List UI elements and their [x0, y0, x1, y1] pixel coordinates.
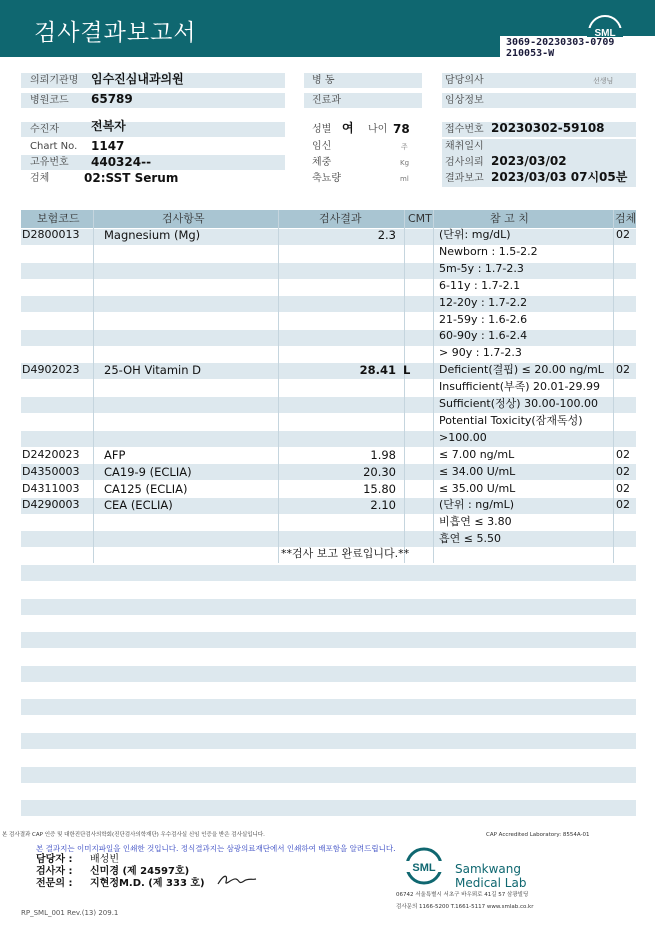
column-divider [404, 210, 405, 563]
cell-reference: ≤ 35.00 U/mL [439, 482, 516, 495]
page-title: 검사결과보고서 [34, 20, 197, 46]
cell-insurance-code: D2420023 [22, 448, 80, 461]
cell-test-name: 25-OH Vitamin D [104, 363, 202, 377]
cell-specimen: 02 [616, 448, 630, 461]
chart-no-label: Chart No. [30, 141, 78, 152]
cell-reference: 60-90y : 1.6-2.4 [439, 329, 528, 342]
doctor-label: 담당의사 [445, 75, 484, 86]
sex-value: 여 [342, 121, 354, 135]
pregnancy-label: 임신 [312, 141, 332, 152]
lab-name-line1: Samkwang [455, 862, 521, 876]
table-stripe [21, 531, 636, 547]
col-header-cmt: CMT [408, 212, 432, 225]
cell-reference: Insufficient(부족) 20.01-29.99 [439, 380, 600, 393]
cell-result: 2.10 [370, 498, 396, 512]
age-label: 나이 [368, 124, 388, 135]
cell-reference: >100.00 [439, 431, 487, 444]
column-divider [278, 210, 279, 563]
cell-test-name: CA19-9 (ECLIA) [104, 465, 192, 479]
age-value: 78 [393, 122, 410, 136]
weight-label: 체중 [312, 157, 332, 168]
report-number-line2: 210053-W [506, 48, 555, 59]
cell-specimen: 02 [616, 482, 630, 495]
table-stripe [21, 767, 636, 783]
cell-result: 20.30 [363, 465, 396, 479]
lab-contact: 검사문의 1166-5200 T.1661-5117 www.smlab.co.kr [396, 904, 534, 910]
column-divider [433, 210, 434, 563]
specimen-label: 검체 [30, 173, 50, 184]
cell-insurance-code: D4311003 [22, 482, 80, 495]
cell-reference: Potential Toxicity(잠재독성) [439, 414, 583, 427]
cell-reference: 5m-5y : 1.7-2.3 [439, 262, 524, 275]
cell-reference: 비흡연 ≤ 3.80 [439, 515, 512, 528]
cell-reference: 흡연 ≤ 5.50 [439, 532, 501, 545]
weight-unit: Kg [400, 159, 410, 167]
col-header-code: 보험코드 [37, 212, 80, 225]
lab-name-line2: Medical Lab [455, 876, 527, 890]
cell-result: 1.98 [370, 448, 396, 462]
collect-label: 채취일시 [445, 141, 484, 152]
col-header-item: 검사항목 [162, 212, 205, 225]
report-number-line1: 3069-20230303-0709 [506, 37, 615, 48]
signer-name: 배성빈 [90, 854, 119, 865]
cell-result: 28.41 [359, 363, 396, 377]
table-stripe [21, 733, 636, 749]
table-stripe [21, 666, 636, 682]
cell-result: 15.80 [363, 482, 396, 496]
cell-specimen: 02 [616, 228, 630, 241]
urine-label: 축뇨량 [312, 173, 341, 184]
report-date-label: 결과보고 [445, 173, 484, 184]
cell-insurance-code: D2800013 [22, 228, 80, 241]
cell-reference: ≤ 7.00 ng/mL [439, 448, 515, 461]
info-bar [21, 122, 285, 137]
table-stripe [21, 263, 636, 279]
cell-insurance-code: D4902023 [22, 363, 80, 376]
col-header-result: 검사결과 [319, 212, 362, 225]
signer-role: 전문의 : [36, 878, 73, 889]
cell-reference: Newborn : 1.5-2.2 [439, 245, 538, 258]
cell-insurance-code: D4350003 [22, 465, 80, 478]
cell-test-name: CEA (ECLIA) [104, 498, 173, 512]
lab-logo-icon [404, 846, 444, 886]
form-number: RP_SML_001 Rev.(13) 209.1 [21, 909, 119, 917]
hospital-code-value: 65789 [91, 92, 133, 106]
cell-result: 2.3 [377, 228, 396, 242]
cap-number: CAP Accredited Laboratory: 8554A-01 [486, 832, 590, 838]
request-value: 2023/03/02 [491, 154, 567, 168]
cell-reference: Sufficient(정상) 30.00-100.00 [439, 397, 599, 410]
hospital-code-label: 병원코드 [30, 95, 69, 106]
table-stripe [21, 599, 636, 615]
patient-label: 수진자 [30, 124, 59, 135]
cell-reference: 12-20y : 1.7-2.2 [439, 296, 528, 309]
pregnancy-unit: 주 [401, 143, 408, 151]
cell-reference: (단위: mg/dL) [439, 228, 511, 241]
print-notice: 본 결과지는 이미지파일을 인쇄한 것입니다. 정식결과지는 삼광의료재단에서 인쇄하여 배포함을 알려드립니다. [36, 844, 396, 853]
urine-unit: ml [400, 175, 409, 183]
lab-logo-text: SML [412, 862, 436, 874]
column-divider [93, 210, 94, 563]
cell-reference: > 90y : 1.7-2.3 [439, 346, 522, 359]
cell-test-name: AFP [104, 448, 126, 462]
id-no-label: 고유번호 [30, 157, 69, 168]
column-divider [613, 210, 614, 563]
table-stripe [21, 699, 636, 715]
receipt-label: 접수번호 [445, 124, 484, 135]
report-number [506, 37, 614, 59]
signer-name: 지현정M.D. (제 333 호) [90, 878, 205, 889]
receipt-value: 20230302-59108 [491, 121, 605, 135]
doctor-unit: 선생님 [593, 77, 614, 85]
report-date-value: 2023/03/03 07시05분 [491, 170, 628, 184]
chart-no-value: 1147 [91, 139, 125, 153]
id-no-value: 440324-- [91, 155, 152, 169]
institution-value: 임수진심내과의원 [91, 72, 184, 86]
signature-icon [216, 870, 258, 888]
request-label: 검사의뢰 [445, 157, 484, 168]
cell-reference: (단위 : ng/mL) [439, 498, 515, 511]
clinical-info-label: 임상정보 [445, 95, 484, 106]
lab-address: 06742 서울특별시 서초구 바우뫼로 41길 57 삼광빌딩 [396, 892, 529, 898]
sex-label: 성별 [312, 124, 332, 135]
cell-reference: 6-11y : 1.7-2.1 [439, 279, 521, 292]
report-complete-note: **검사 보고 완료입니다.** [281, 547, 410, 560]
cell-reference: Deficient(결핍) ≤ 20.00 ng/mL [439, 363, 604, 376]
col-header-specimen: 검체 [615, 212, 637, 225]
cell-specimen: 02 [616, 363, 630, 376]
table-stripe [21, 632, 636, 648]
signer-role: 담당자 : [36, 854, 73, 865]
specimen-value: 02:SST Serum [84, 171, 179, 185]
sml-logo-text: SML [594, 28, 616, 39]
cell-insurance-code: D4290003 [22, 498, 80, 511]
table-stripe [21, 330, 636, 346]
table-stripe [21, 800, 636, 816]
accreditation-note: 본 검사결과 CAP 인증 및 대한진단검사의학회(진단검사의학재단) 우수검사실 신임 인증을 받은 검사실입니다. [2, 832, 265, 838]
cell-test-name: Magnesium (Mg) [104, 228, 201, 242]
cell-specimen: 02 [616, 498, 630, 511]
patient-value: 전복자 [91, 119, 126, 133]
dept-label: 진료과 [312, 95, 341, 106]
signer-role: 검사자 : [36, 866, 73, 877]
col-header-reference: 참 고 치 [490, 212, 529, 225]
table-stripe [21, 296, 636, 312]
ward-label: 병 동 [312, 75, 335, 86]
cell-test-name: CA125 (ECLIA) [104, 482, 188, 496]
table-stripe [21, 431, 636, 447]
institution-label: 의뢰기관명 [30, 75, 79, 86]
cell-specimen: 02 [616, 465, 630, 478]
cell-reference: 21-59y : 1.6-2.6 [439, 313, 528, 326]
cell-cmt: L [403, 363, 411, 377]
cell-reference: ≤ 34.00 U/mL [439, 465, 516, 478]
signer-name: 신미경 (제 24597호) [90, 866, 190, 877]
table-stripe [21, 565, 636, 581]
